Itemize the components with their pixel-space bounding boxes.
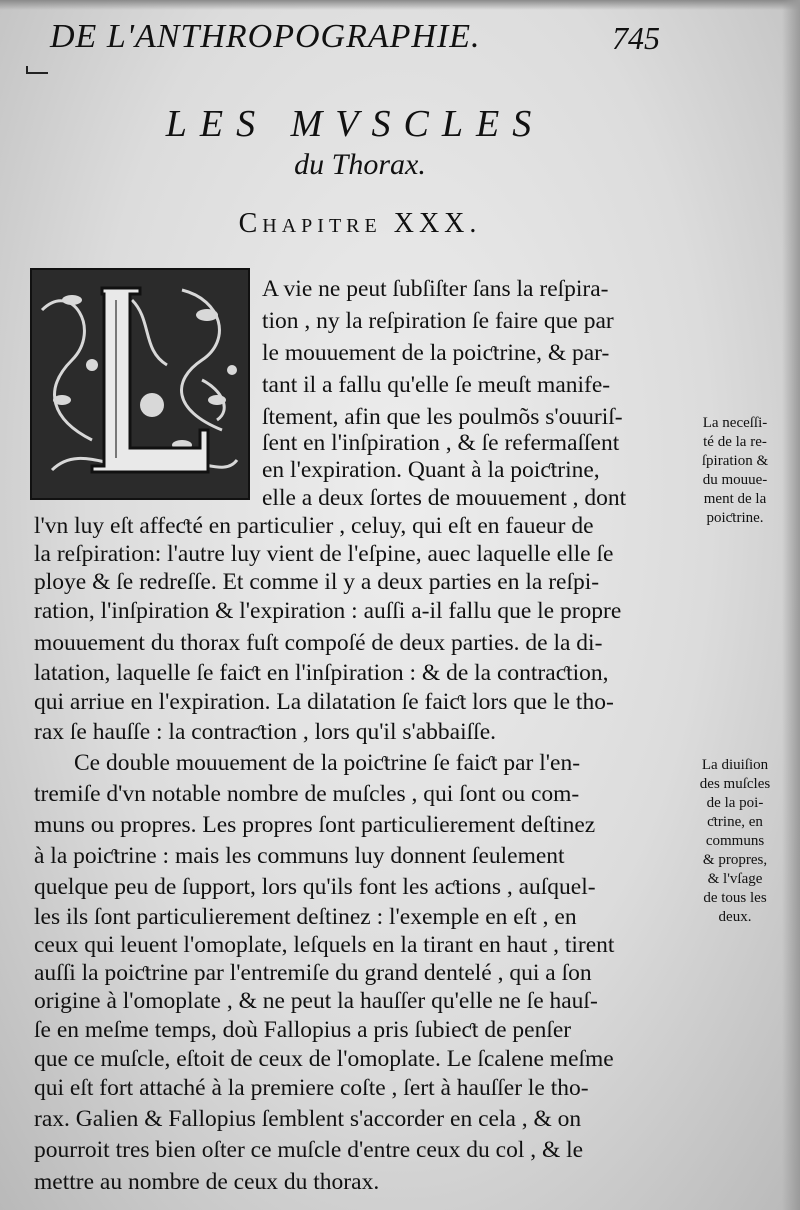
- text-line: ſent en l'inſpiration , & ſe refermaſſent: [262, 430, 620, 456]
- text-line: les ils ſont particulierement deſtinez : l'exemple en eſt , en: [34, 904, 577, 930]
- text-line: tant il a fallu qu'elle ſe meuſt manife-: [262, 372, 611, 398]
- margin-note-line: du mouue-: [702, 472, 768, 488]
- margin-note-line: deux.: [718, 909, 752, 925]
- text-line: mouuement du thorax fuſt compoſé de deux parties. de la di-: [34, 630, 603, 656]
- text-line: tion , ny la reſpiration ſe faire que par: [262, 308, 614, 334]
- margin-note-line: & l'vſage: [707, 871, 763, 887]
- text-line: ceux qui leuent l'omoplate, leſquels en la tirant en haut , tirent: [34, 932, 615, 958]
- section-title: LES MVSCLES: [165, 103, 545, 145]
- text-line: ploye & ſe redreſſe. Et comme il y a deux parties en la reſpi-: [34, 569, 600, 595]
- margin-note-line: ſpiration &: [701, 453, 769, 469]
- text-line: à la poiƈtrine : mais les communs luy donnent ſeulement: [34, 843, 565, 869]
- text-line: origine à l'omoplate , & ne peut la hauſſer qu'elle ne ſe hauſ-: [34, 988, 598, 1014]
- chapter-heading: Chapitre XXX.: [238, 208, 482, 239]
- text-line: ſtement, afin que les poulmõs s'ouuriſ-: [262, 404, 623, 430]
- text-line: ration, l'inſpiration & l'expiration : auſſi a-il fallu que le propre: [34, 598, 622, 624]
- text-line: muns ou propres. Les propres ſont particulierement deſtinez: [34, 812, 596, 838]
- margin-note-line: de tous les: [703, 890, 767, 906]
- margin-note-line: ment de la: [703, 491, 767, 507]
- margin-note-line: ƈtrine, en: [707, 814, 763, 830]
- text-line: que ce muſcle, eſtoit de ceux de l'omoplate. Le ſcalene meſme: [34, 1046, 614, 1072]
- margin-note-line: té de la re-: [703, 434, 767, 450]
- text-line: qui arriue en l'expiration. La dilatation ſe faiƈt lors que le tho-: [34, 689, 614, 715]
- text-line: rax. Galien & Fallopius ſemblent s'accorder en cela , & on: [34, 1106, 582, 1132]
- text-line: ſe en meſme temps, doù Fallopius a pris ſubieƈt de penſer: [34, 1017, 572, 1043]
- section-subtitle: du Thorax.: [294, 148, 426, 181]
- text-line: quelque peu de ſupport, lors qu'ils font les aƈtions , auſquel-: [34, 874, 596, 900]
- margin-note-line: communs: [705, 833, 765, 849]
- text-line: elle a deux ſortes de mouuement , dont: [262, 485, 627, 511]
- margin-note-division: [680, 756, 790, 927]
- margin-note-line: de la poi-: [706, 795, 764, 811]
- text-line: rax ſe hauſſe : la contraƈtion , lors qu'il s'abbaiſſe.: [34, 719, 497, 745]
- margin-note-line: des muſcles: [699, 776, 771, 792]
- page-number: 745: [612, 20, 660, 56]
- text-line: pourroit tres bien oſter ce muſcle d'entre ceux du col , & le: [34, 1137, 584, 1163]
- text-line: l'vn luy eſt affeƈté en particulier , celuy, qui eſt en faueur de: [34, 513, 594, 539]
- text-line: en l'expiration. Quant à la poiƈtrine,: [262, 457, 600, 483]
- margin-note-line: La diuiſion: [701, 757, 769, 773]
- margin-note-line: La neceſſi-: [702, 415, 768, 431]
- text-line: mettre au nombre de ceux du thorax.: [34, 1169, 380, 1195]
- text-line: Ce double mouuement de la poiƈtrine ſe faiƈt par l'en-: [74, 750, 581, 776]
- text-line: A vie ne peut ſubſiſter ſans la reſpira-: [262, 276, 609, 302]
- margin-note-line: poiƈtrine.: [706, 510, 764, 526]
- text-line: auſſi la poiƈtrine par l'entremiſe du grand dentelé , qui a ſon: [34, 960, 592, 986]
- margin-note-line: & propres,: [702, 852, 768, 868]
- text-line: tremiſe d'vn notable nombre de muſcles , qui ſont ou com-: [34, 781, 580, 807]
- margin-note-respiration: [680, 414, 790, 528]
- text-line: la reſpiration: l'autre luy vient de l'eſpine, auec laquelle elle ſe: [34, 541, 614, 567]
- text-line: latation, laquelle ſe faiƈt en l'inſpiration : & de la contraƈtion,: [34, 660, 609, 686]
- text-line: le mouuement de la poiƈtrine, & par-: [262, 340, 610, 366]
- text-line: qui eſt fort attaché à la premiere coſte , ſert à hauſſer le tho-: [34, 1075, 589, 1101]
- running-head: DE L'ANTHROPOGRAPHIE.: [50, 18, 481, 55]
